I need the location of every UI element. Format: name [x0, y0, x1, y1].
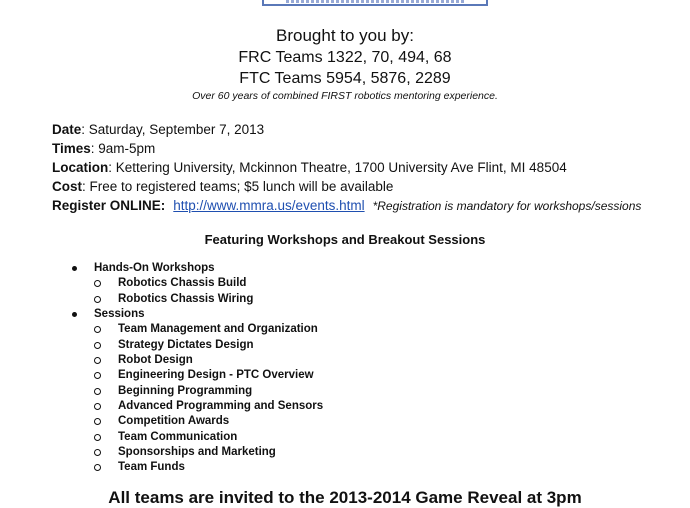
cost-row [52, 177, 682, 196]
session-item [94, 445, 630, 460]
registration-link[interactable]: http://www.mmra.us/events.html [173, 198, 365, 213]
hollow-bullet-icon [94, 434, 101, 441]
cost-value: : Free to registered teams; $5 lunch will be available [82, 179, 394, 194]
location-value: : Kettering University, Mckinnon Theatre, 1700 University Ave Flint, MI 48504 [108, 160, 567, 175]
hollow-bullet-icon [94, 372, 101, 379]
session-item-label: Engineering Design - PTC Overview [118, 369, 314, 382]
workshop-item [94, 292, 630, 307]
session-item [94, 399, 630, 414]
session-item-label: Team Management and Organization [118, 323, 318, 336]
session-item-label: Team Funds [118, 461, 185, 474]
session-item-label: Robot Design [118, 354, 193, 367]
hollow-bullet-icon [94, 342, 101, 349]
location-row [52, 158, 682, 177]
session-item [94, 414, 630, 429]
game-reveal-note: All teams are invited to the 2013-2014 Game Reveal at 3pm [108, 488, 582, 507]
location-label: Location [52, 160, 109, 175]
hollow-bullet-icon [94, 357, 101, 364]
workshop-session-list [70, 261, 630, 476]
sessions-title: Sessions [94, 308, 145, 321]
logo-banner [262, 0, 488, 6]
hollow-bullet-icon [94, 296, 101, 303]
bullet-icon [72, 312, 77, 317]
workshop-items [94, 276, 630, 307]
workshop-item-label: Robotics Chassis Wiring [118, 292, 254, 305]
date-row [52, 120, 682, 139]
list-item-workshops [70, 261, 630, 307]
session-items [94, 322, 630, 475]
list-item-sessions [70, 307, 630, 476]
hollow-bullet-icon [94, 449, 101, 456]
session-item-label: Beginning Programming [118, 384, 253, 397]
session-item [94, 338, 630, 353]
registration-note: *Registration is mandatory for workshops/sessions [372, 199, 642, 213]
workshop-item [94, 276, 630, 291]
bullet-icon [72, 266, 77, 271]
times-row [52, 139, 682, 158]
session-item [94, 384, 630, 399]
times-value: : 9am-5pm [90, 141, 156, 156]
session-item-label: Advanced Programming and Sensors [118, 400, 324, 413]
workshop-item-label: Robotics Chassis Build [118, 277, 247, 290]
date-value: : Saturday, September 7, 2013 [81, 122, 265, 137]
featuring-heading: Featuring Workshops and Breakout Sessions [204, 232, 486, 247]
hollow-bullet-icon [94, 280, 101, 287]
brought-by-heading: Brought to you by: [276, 26, 414, 45]
hollow-bullet-icon [94, 388, 101, 395]
session-item [94, 322, 630, 337]
mentoring-tagline: Over 60 years of combined FIRST robotics mentoring experience. [192, 90, 498, 102]
session-item-label: Strategy Dictates Design [118, 338, 254, 351]
session-item [94, 430, 630, 445]
register-label: Register ONLINE: [52, 198, 166, 213]
ftc-teams-line: FTC Teams 5954, 5876, 2289 [239, 70, 451, 87]
hollow-bullet-icon [94, 403, 101, 410]
date-label: Date [52, 122, 82, 137]
cost-label: Cost [52, 179, 82, 194]
event-details [52, 120, 682, 216]
hollow-bullet-icon [94, 464, 101, 471]
times-label: Times [52, 141, 91, 156]
hollow-bullet-icon [94, 326, 101, 333]
logo-lettering [286, 0, 464, 3]
session-item [94, 460, 630, 475]
session-item-label: Team Communication [118, 430, 238, 443]
workshops-title: Hands-On Workshops [94, 262, 215, 274]
frc-teams-line: FRC Teams 1322, 70, 494, 68 [238, 49, 452, 66]
register-row [52, 196, 682, 216]
hollow-bullet-icon [94, 418, 101, 425]
session-item [94, 368, 630, 383]
session-item-label: Sponsorships and Marketing [118, 446, 276, 459]
session-item-label: Competition Awards [118, 415, 230, 428]
session-item [94, 353, 630, 368]
